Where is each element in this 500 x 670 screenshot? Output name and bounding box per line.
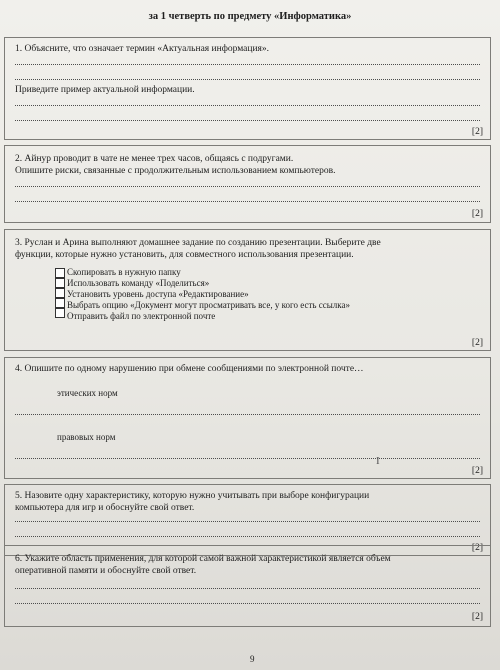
question-2-score: [2] xyxy=(471,209,483,219)
answer-line[interactable] xyxy=(15,603,480,604)
answer-line[interactable] xyxy=(15,414,480,415)
answer-line[interactable] xyxy=(15,201,480,202)
question-3-text: 3. Руслан и Арина выполняют домашнее задание по созданию презентации. Выберите две xyxy=(15,238,381,248)
option-checkbox-1[interactable] xyxy=(55,268,65,278)
question-6-score: [2] xyxy=(471,612,483,622)
option-checkbox-2[interactable] xyxy=(55,278,65,288)
answer-line[interactable] xyxy=(15,521,480,522)
question-2-text: 2. Айнур проводит в чате не менее трех часов, общаясь с подругами. xyxy=(15,154,294,164)
question-3-block xyxy=(4,229,491,351)
question-5-text: 5. Назовите одну характеристику, которую нужно учитывать при выборе конфигурации xyxy=(15,491,370,501)
text-cursor-icon: I xyxy=(376,455,380,467)
answer-line[interactable] xyxy=(15,79,480,80)
option-checkbox-4[interactable] xyxy=(55,298,65,308)
question-4-text: 4. Опишите по одному нарушению при обмене сообщениями по электронной почте… xyxy=(15,364,364,374)
option-label-1: Скопировать в нужную папку xyxy=(67,267,181,277)
question-3-text-line2: функции, которые нужно установить, для совместного использования презентации. xyxy=(15,250,354,260)
question-5-score: [2] xyxy=(471,543,483,553)
question-3-score: [2] xyxy=(471,338,483,348)
question-2-text-line2: Опишите риски, связанные с продолжительным использованием компьютеров. xyxy=(15,166,336,176)
option-checkbox-3[interactable] xyxy=(55,288,65,298)
answer-line[interactable] xyxy=(15,64,480,65)
option-label-3: Установить уровень доступа «Редактирование» xyxy=(67,289,249,299)
question-1-text: 1. Объясните, что означает термин «Актуальная информация». xyxy=(15,44,270,54)
question-4-score: [2] xyxy=(471,466,483,476)
question-2-block xyxy=(4,145,491,223)
question-1-subtext: Приведите пример актуальной информации. xyxy=(15,85,195,95)
option-label-4: Выбрать опцию «Документ могут просматривать все, у кого есть ссылка» xyxy=(67,300,351,310)
question-1-block xyxy=(4,37,491,140)
question-6-text-line2: оперативной памяти и обоснуйте свой ответ. xyxy=(15,566,197,576)
question-6-text: 6. Укажите область применения, для которой самой важной характеристикой является объем xyxy=(15,554,391,564)
option-label-5: Отправить файл по электронной почте xyxy=(67,311,216,321)
answer-line[interactable] xyxy=(15,105,480,106)
option-label-2: Использовать команду «Поделиться» xyxy=(67,278,210,288)
answer-line[interactable] xyxy=(15,588,480,589)
question-4-sub-legal: правовых норм xyxy=(57,432,116,442)
page-number: 9 xyxy=(250,654,255,664)
question-1-score: [2] xyxy=(471,127,483,137)
question-4-sub-ethical: этических норм xyxy=(57,388,118,398)
option-checkbox-5[interactable] xyxy=(55,308,65,318)
answer-line[interactable] xyxy=(15,536,480,537)
question-4-block xyxy=(4,357,491,479)
question-5-text-line2: компьютера для игр и обоснуйте свой ответ. xyxy=(15,503,195,513)
answer-line[interactable] xyxy=(15,458,480,459)
page-title: за 1 четверть по предмету «Информатика» xyxy=(148,11,352,22)
question-6-block xyxy=(4,545,491,627)
answer-line[interactable] xyxy=(15,186,480,187)
answer-line[interactable] xyxy=(15,120,480,121)
